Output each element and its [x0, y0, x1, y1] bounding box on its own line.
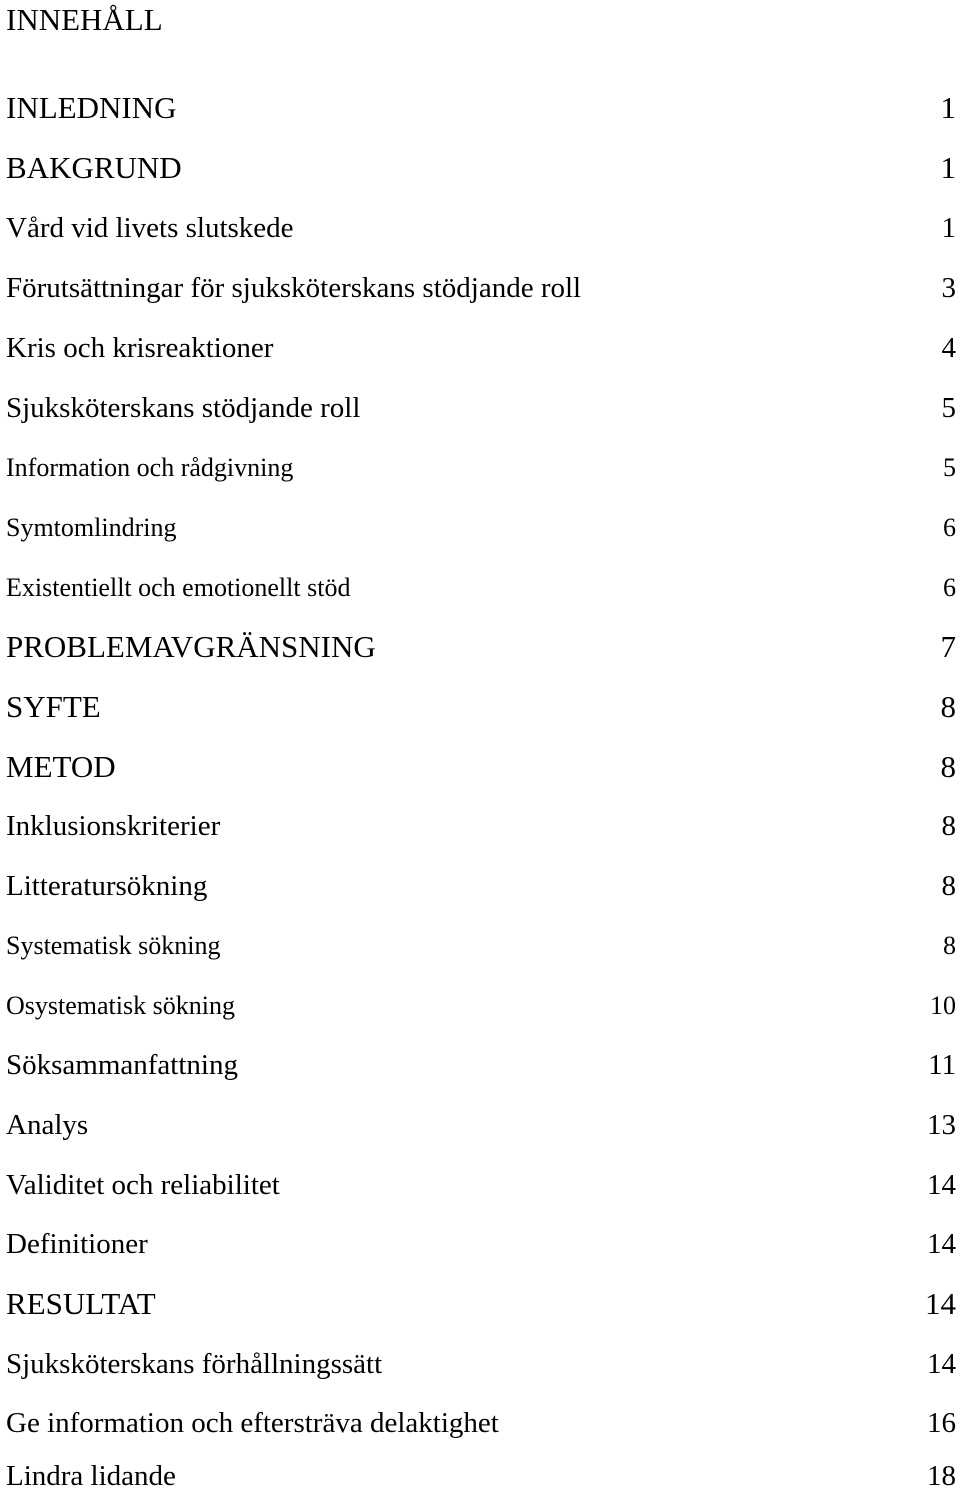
toc-entry-page: 14	[925, 1286, 956, 1321]
toc-entry-page: 8	[940, 749, 956, 784]
toc-entry-page: 14	[927, 1228, 956, 1260]
toc-entry-title: Inklusionskriterier	[6, 810, 221, 842]
toc-entry[interactable]	[6, 986, 956, 1026]
toc-entry-title: RESULTAT	[6, 1286, 156, 1321]
toc-entry-page: 7	[940, 629, 956, 664]
toc-entry-title: Litteratursökning	[6, 870, 208, 902]
toc-entry[interactable]	[6, 88, 956, 128]
toc-entry-title: Osystematisk sökning	[6, 991, 235, 1020]
toc-entry[interactable]	[6, 1105, 956, 1145]
toc-entry[interactable]	[6, 806, 956, 846]
toc-entry[interactable]	[6, 568, 956, 608]
toc-entry-title: Förutsättningar för sjuksköterskans stödjande roll	[6, 272, 582, 304]
toc-entry-page: 11	[928, 1049, 956, 1081]
toc-heading: INNEHÅLL	[6, 2, 163, 37]
toc-entry-page: 18	[927, 1460, 956, 1492]
toc-entry-title: Symtomlindring	[6, 513, 177, 542]
toc-entry[interactable]	[6, 208, 956, 248]
toc-entry-page: 6	[943, 573, 956, 602]
toc-entry-title: Sjuksköterskans stödjande roll	[6, 392, 361, 424]
toc-entry-page: 14	[927, 1348, 956, 1380]
toc-entry[interactable]	[6, 687, 956, 727]
toc-entry-title: Ge information och eftersträva delaktighet	[6, 1407, 499, 1439]
toc-entry-title: Information och rådgivning	[6, 453, 294, 482]
toc-entry-page: 14	[927, 1169, 956, 1201]
toc-entry[interactable]	[6, 866, 956, 906]
toc-entry[interactable]	[6, 627, 956, 667]
toc-entry-title: BAKGRUND	[6, 150, 182, 185]
toc-entry[interactable]	[6, 926, 956, 966]
toc-entry-title: Söksammanfattning	[6, 1049, 238, 1081]
toc-entry-title: Kris och krisreaktioner	[6, 332, 274, 364]
toc-entry-page: 13	[927, 1109, 956, 1141]
toc-entry[interactable]	[6, 148, 956, 188]
toc-entry[interactable]	[6, 268, 956, 308]
toc-entry-title: Existentiellt och emotionellt stöd	[6, 573, 351, 602]
toc-entry-title: METOD	[6, 749, 116, 784]
toc-entry-title: Lindra lidande	[6, 1460, 176, 1492]
toc-entry[interactable]	[6, 747, 956, 787]
toc-entry-page: 10	[930, 991, 956, 1020]
toc-entry-title: Analys	[6, 1109, 89, 1141]
toc-entry[interactable]	[6, 1224, 956, 1264]
toc-entry-page: 5	[941, 392, 956, 424]
toc-entry[interactable]	[6, 1344, 956, 1384]
toc-entry[interactable]	[6, 1165, 956, 1205]
toc-entry-title: SYFTE	[6, 689, 101, 724]
toc-entry-page: 8	[940, 689, 956, 724]
toc-entry[interactable]	[6, 1456, 956, 1496]
toc-entry[interactable]	[6, 1284, 956, 1324]
toc-entry-page: 5	[943, 453, 956, 482]
toc-entry-title: Sjuksköterskans förhållningssätt	[6, 1348, 383, 1380]
toc-entry[interactable]	[6, 448, 956, 488]
toc-entry-page: 8	[943, 931, 956, 960]
toc-entry[interactable]	[6, 388, 956, 428]
toc-entry-page: 4	[941, 332, 956, 364]
toc-entry-title: Validitet och reliabilitet	[6, 1169, 280, 1201]
toc-entry-title: INLEDNING	[6, 90, 177, 125]
toc-entry-page: 1	[941, 212, 956, 244]
toc-entry-page: 8	[941, 870, 956, 902]
toc-entry-title: Definitioner	[6, 1228, 148, 1260]
toc-entry[interactable]	[6, 1045, 956, 1085]
toc-entry-page: 1	[940, 150, 956, 185]
toc-entry-page: 1	[940, 90, 956, 125]
toc-entry[interactable]	[6, 508, 956, 548]
toc-entry[interactable]	[6, 328, 956, 368]
toc-entry[interactable]	[6, 1403, 956, 1443]
toc-entry-title: Systematisk sökning	[6, 931, 221, 960]
toc-entry-page: 6	[943, 513, 956, 542]
toc-entry-page: 8	[941, 810, 956, 842]
toc-entry-page: 16	[927, 1407, 956, 1439]
toc-entry-page: 3	[941, 272, 956, 304]
toc-entry-title: PROBLEMAVGRÄNSNING	[6, 629, 376, 664]
toc-entry-title: Vård vid livets slutskede	[6, 212, 294, 244]
